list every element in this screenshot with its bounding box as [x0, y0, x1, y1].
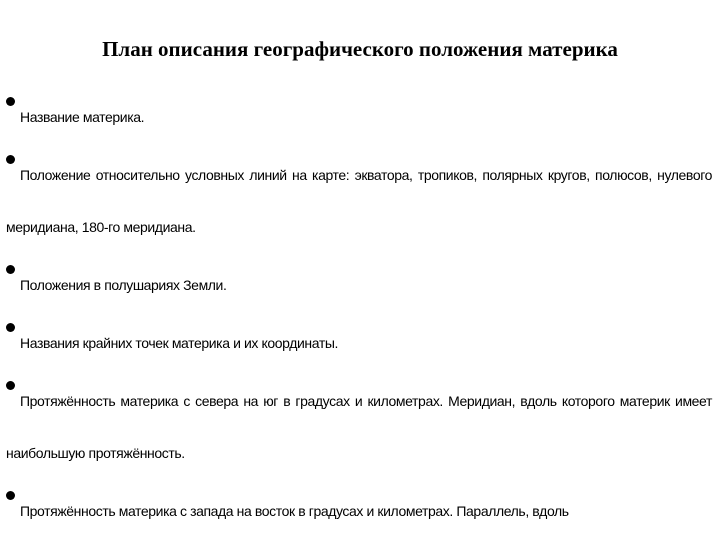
- bullet-text: Название материка.: [20, 109, 145, 125]
- bullet-text: Положение относительно условных линий на карте: экватора, тропиков, полярных кругов, полюсов, нулевого меридиана, 180-го меридиана.: [6, 167, 712, 235]
- bullet-dot-icon: [6, 491, 15, 500]
- bullet-dot-icon: [6, 155, 15, 164]
- bullet-item: [6, 259, 712, 311]
- bullet-list: [6, 91, 712, 540]
- bullet-item: [6, 317, 712, 369]
- bullet-item: [6, 149, 712, 253]
- bullet-text: Положения в полушариях Земли.: [20, 277, 227, 293]
- bullet-dot-icon: [6, 381, 15, 390]
- slide-title: План описания географического положения материка: [102, 37, 618, 61]
- bullet-text: Протяжённость материка с севера на юг в градусах и километрах. Меридиан, вдоль которого материк имеет наибольшую протяжённость.: [6, 393, 712, 461]
- bullet-text: Названия крайних точек материка и их координаты.: [20, 335, 338, 351]
- bullet-item: [6, 375, 712, 479]
- bullet-dot-icon: [6, 323, 15, 332]
- bullet-item: [6, 91, 712, 143]
- bullet-text: Протяжённость материка с запада на восток в градусах и километрах. Параллель, вдоль: [20, 503, 569, 519]
- bullet-dot-icon: [6, 97, 15, 106]
- bullet-item: [6, 485, 712, 537]
- bullet-dot-icon: [6, 265, 15, 274]
